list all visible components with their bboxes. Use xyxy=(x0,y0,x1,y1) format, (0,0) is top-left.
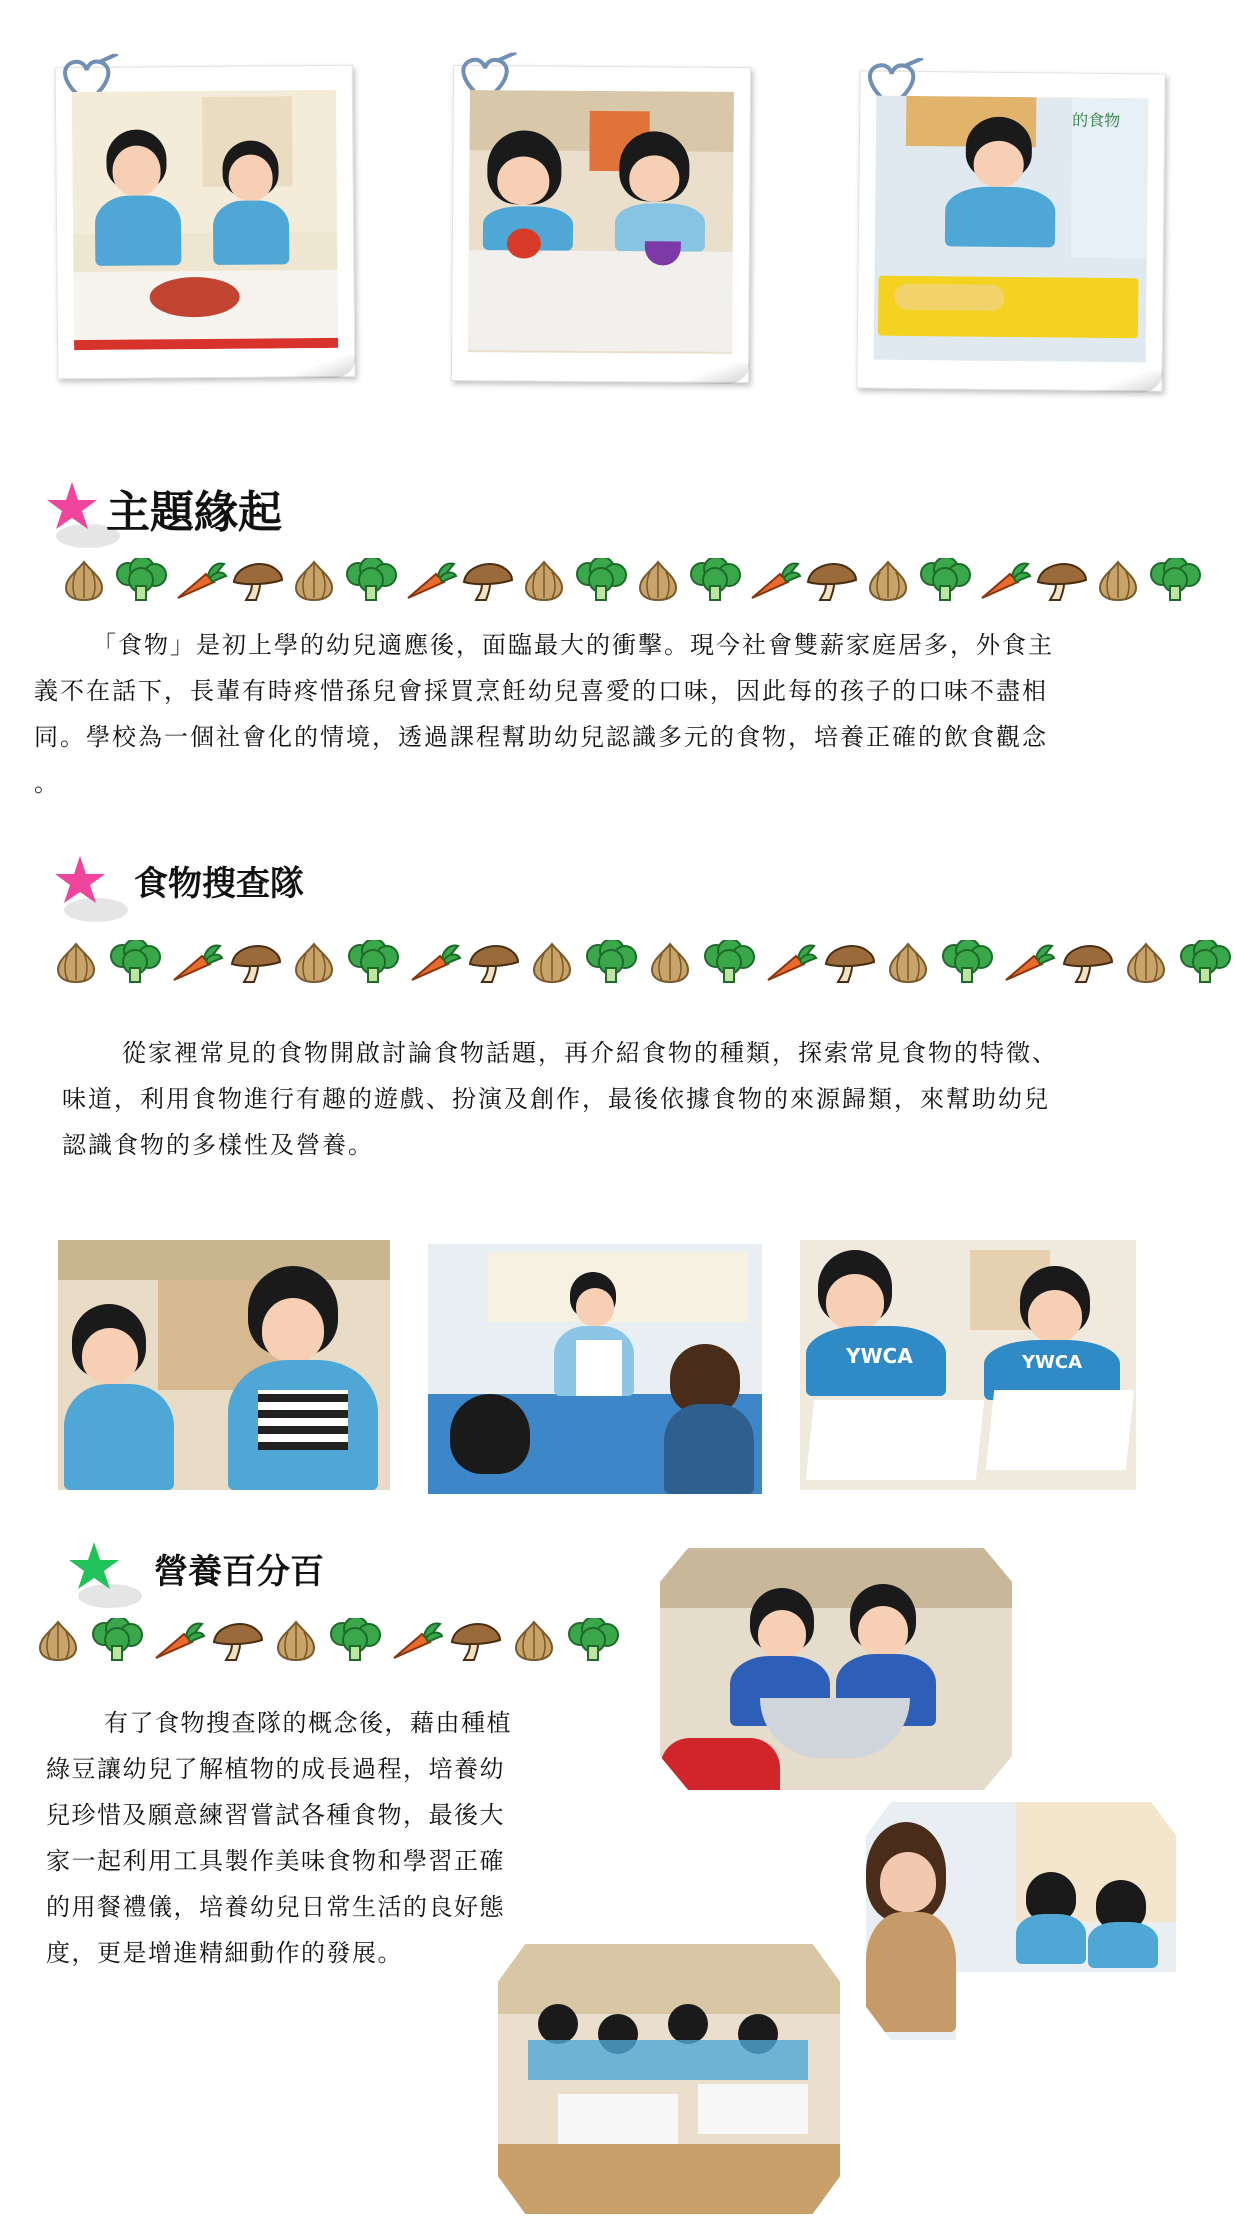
broccoli-icon xyxy=(564,1618,622,1662)
broccoli-icon xyxy=(88,1618,146,1662)
carrot-icon xyxy=(1000,940,1056,984)
broccoli-icon xyxy=(106,940,164,984)
photo-kids-with-bowls xyxy=(468,90,734,354)
broccoli-icon xyxy=(686,558,744,602)
section-3-title: 營養百分百 xyxy=(154,1552,324,1592)
paragraph-line: 同。學校為一個社會化的情境，透過課程幫助幼兒認識多元的食物，培養正確的飲食觀念 xyxy=(34,723,1048,751)
photo-child-presenting-board xyxy=(428,1244,762,1494)
onion-icon xyxy=(270,1618,322,1662)
onion-icon xyxy=(882,940,934,984)
mushroom-icon xyxy=(228,940,284,984)
board-label: 的食物 xyxy=(1072,110,1121,131)
section-1-paragraph xyxy=(34,622,1174,806)
section-2-title: 食物搜查隊 xyxy=(134,864,304,904)
carrot-icon xyxy=(406,940,462,984)
section-1-title: 主題緣起 xyxy=(106,487,282,538)
carrot-icon xyxy=(168,940,224,984)
mushroom-icon xyxy=(1060,940,1116,984)
broccoli-icon xyxy=(326,1618,384,1662)
mushroom-icon xyxy=(210,1618,266,1662)
carrot-icon xyxy=(762,940,818,984)
onion-icon xyxy=(1092,558,1144,602)
broccoli-icon xyxy=(582,940,640,984)
section-2-vegetable-border xyxy=(50,940,1238,988)
paragraph-line: 的用餐禮儀，培養幼兒日常生活的良好態 xyxy=(46,1893,505,1921)
broccoli-icon xyxy=(344,940,402,984)
section-3-vegetable-border xyxy=(32,1618,626,1666)
mushroom-icon xyxy=(460,558,516,602)
polaroid-photo-2 xyxy=(451,65,751,383)
carrot-icon xyxy=(150,1618,206,1662)
broccoli-icon xyxy=(112,558,170,602)
polaroid-photo-1 xyxy=(55,65,356,380)
onion-icon xyxy=(632,558,684,602)
section-3-star-icon xyxy=(66,1538,146,1618)
section-2-paragraph xyxy=(62,1030,1182,1168)
paragraph-line: 義不在話下，長輩有時疼惜孫兒會採買烹飪幼兒喜愛的口味，因此每的孩子的口味不盡相 xyxy=(34,677,1048,705)
paragraph-line: 從家裡常見的食物開啟討論食物話題，再介紹食物的種類，探索常見食物的特徵、 xyxy=(122,1039,1058,1067)
paragraph-line: 認識食物的多樣性及營養。 xyxy=(62,1131,374,1159)
section-1-vegetable-border xyxy=(58,558,1206,606)
onion-icon xyxy=(288,940,340,984)
polaroid-photo-3 xyxy=(856,70,1165,391)
onion-icon xyxy=(32,1618,84,1662)
photo-kids-with-ywca-shirts xyxy=(800,1240,1136,1490)
broccoli-icon xyxy=(342,558,400,602)
paragraph-line: 有了食物搜查隊的概念後，藉由種植 xyxy=(104,1709,512,1737)
photo-teacher-with-kids-cups xyxy=(866,1802,1176,2040)
photo-kids-playing-together xyxy=(58,1240,390,1490)
carrot-icon xyxy=(746,558,802,602)
broccoli-icon xyxy=(700,940,758,984)
broccoli-icon xyxy=(572,558,630,602)
ywca-shirt-text-2: YWCA xyxy=(1022,1352,1083,1373)
carrot-icon xyxy=(402,558,458,602)
paragraph-line: 。 xyxy=(34,769,60,797)
onion-icon xyxy=(518,558,570,602)
mushroom-icon xyxy=(466,940,522,984)
carrot-icon xyxy=(976,558,1032,602)
onion-icon xyxy=(862,558,914,602)
paragraph-line: 「食物」是初上學的幼兒適應後，面臨最大的衝擊。現今社會雙薪家庭居多，外食主 xyxy=(92,631,1054,659)
paragraph-line: 兒珍惜及願意練習嘗試各種食物，最後大 xyxy=(46,1801,505,1829)
onion-icon xyxy=(526,940,578,984)
onion-icon xyxy=(288,558,340,602)
mushroom-icon xyxy=(448,1618,504,1662)
broccoli-icon xyxy=(1146,558,1204,602)
ywca-shirt-text-1: YWCA xyxy=(846,1344,913,1368)
onion-icon xyxy=(58,558,110,602)
photo-child-cutting-banana xyxy=(874,96,1149,363)
onion-icon xyxy=(1120,940,1172,984)
mushroom-icon xyxy=(822,940,878,984)
broccoli-icon xyxy=(1176,940,1234,984)
section-3-paragraph xyxy=(46,1700,586,1976)
paragraph-line: 味道，利用食物進行有趣的遊戲、扮演及創作，最後依據食物的來源歸類，來幫助幼兒 xyxy=(62,1085,1050,1113)
photo-kids-holding-food xyxy=(72,90,338,350)
paragraph-line: 家一起利用工具製作美味食物和學習正確 xyxy=(46,1847,505,1875)
broccoli-icon xyxy=(916,558,974,602)
onion-icon xyxy=(644,940,696,984)
carrot-icon xyxy=(172,558,228,602)
mushroom-icon xyxy=(804,558,860,602)
onion-icon xyxy=(50,940,102,984)
carrot-icon xyxy=(388,1618,444,1662)
onion-icon xyxy=(508,1618,560,1662)
photo-kids-mixing-bowl xyxy=(660,1548,1012,1790)
broccoli-icon xyxy=(938,940,996,984)
mushroom-icon xyxy=(1034,558,1090,602)
mushroom-icon xyxy=(230,558,286,602)
paragraph-line: 度，更是增進精細動作的發展。 xyxy=(46,1939,403,1967)
photo-classroom-dining xyxy=(498,1944,840,2214)
paragraph-line: 綠豆讓幼兒了解植物的成長過程，培養幼 xyxy=(46,1755,505,1783)
section-2-star-icon xyxy=(52,852,132,932)
